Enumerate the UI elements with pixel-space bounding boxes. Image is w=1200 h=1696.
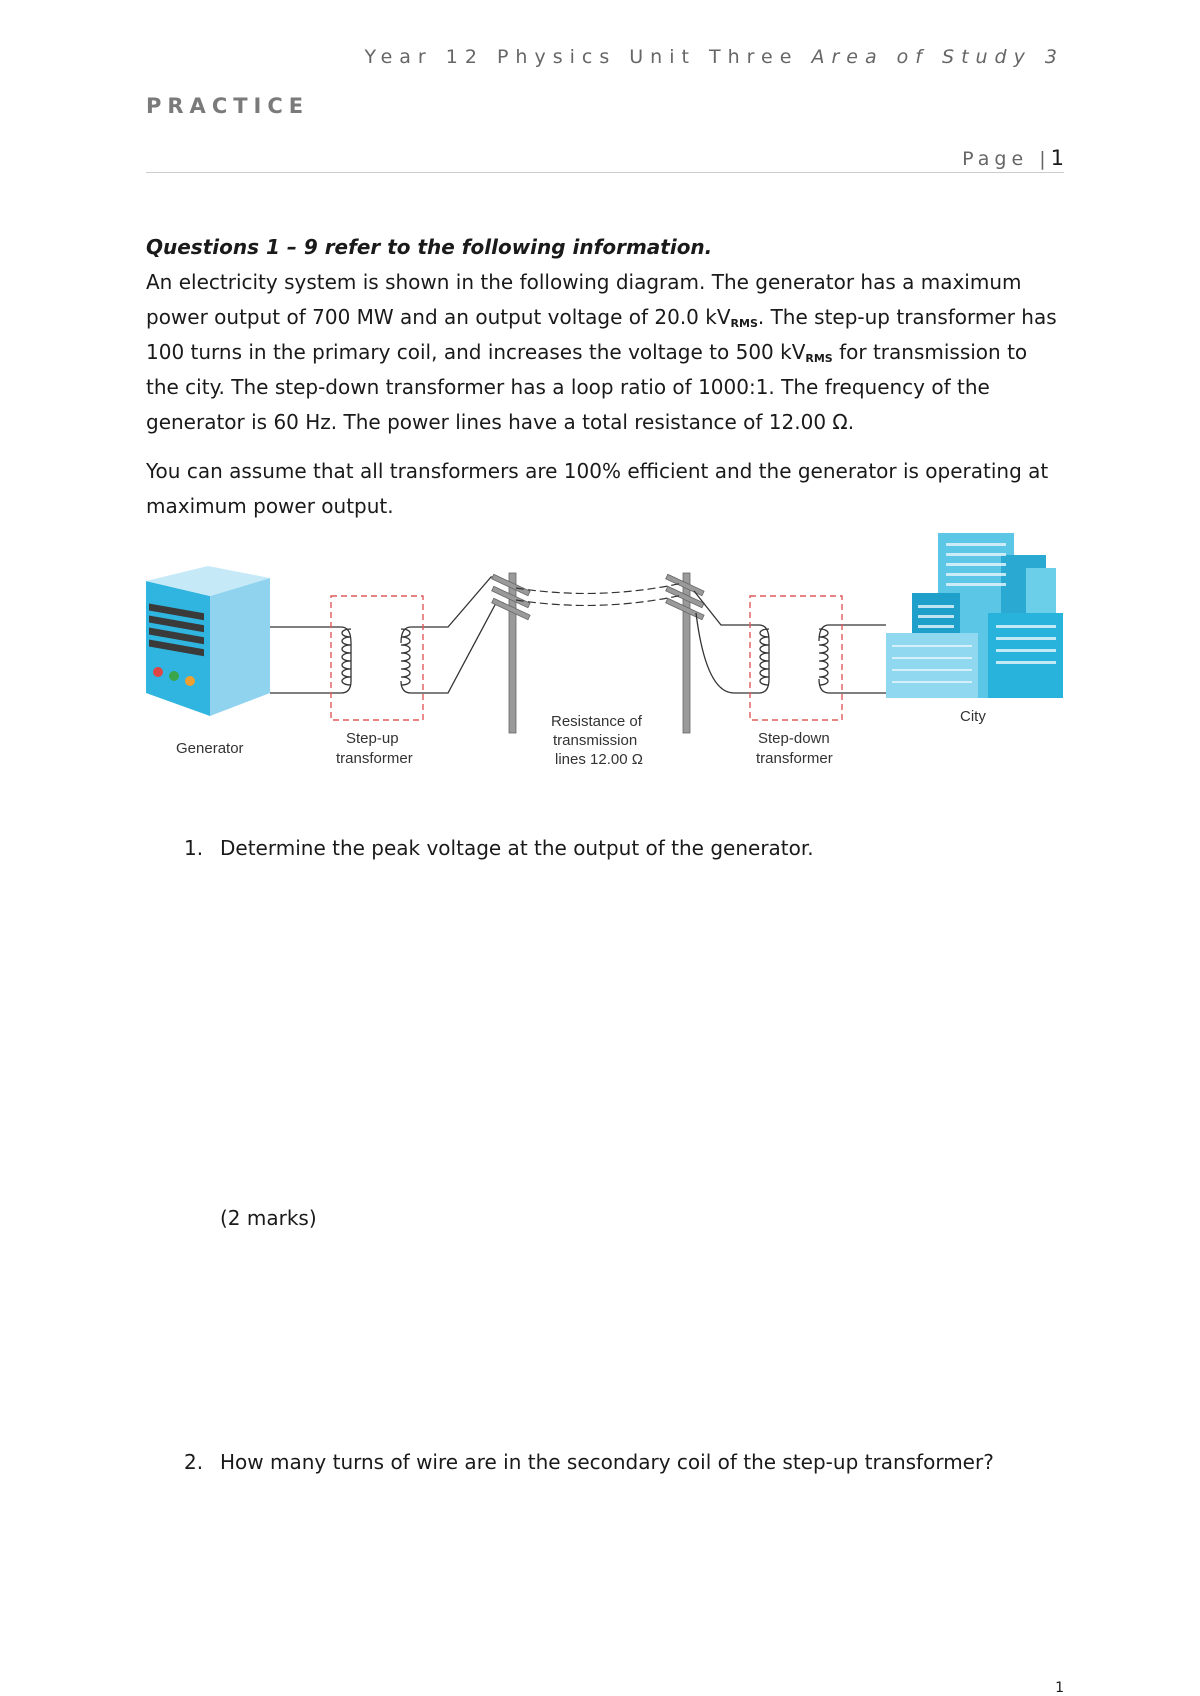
question-1-number: 1. — [184, 836, 204, 860]
questions-heading: Questions 1 – 9 refer to the following information. — [146, 235, 713, 259]
rms-subscript-2: RMS — [805, 352, 833, 365]
question-2-text: How many turns of wire are in the secondary coil of the step-up transformer? — [220, 1450, 994, 1474]
resistance-label-line1: Resistance of — [551, 713, 642, 730]
generator-icon — [146, 566, 270, 716]
intro-text-b: . The step-up transformer has 100 turns in the primary coil, and increases the voltage to 500 kV — [146, 305, 1057, 364]
question-1 — [184, 836, 814, 860]
transmission-lines — [516, 583, 683, 605]
intro-paragraph-1 — [146, 265, 1064, 440]
power-pole-left-icon — [492, 573, 530, 733]
course-header — [364, 46, 1064, 68]
page-number: 1 — [1050, 146, 1064, 170]
stepdown-label-line2: transformer — [756, 750, 833, 767]
question-1-text: Determine the peak voltage at the output of the generator. — [220, 836, 814, 860]
rms-subscript-1: RMS — [730, 317, 758, 330]
page-label: Page | — [962, 148, 1051, 170]
question-1-marks: (2 marks) — [220, 1206, 317, 1230]
course-area: Area of Study 3 — [811, 46, 1064, 68]
question-2-number: 2. — [184, 1450, 204, 1474]
stepup-coils-icon — [342, 629, 410, 685]
city-label: City — [960, 708, 986, 725]
resistance-label-line2: transmission — [553, 732, 638, 749]
generator-label: Generator — [176, 740, 244, 757]
stepup-label-line2: transformer — [336, 750, 413, 767]
header-divider — [146, 172, 1064, 173]
intro-paragraph-2: You can assume that all transformers are 100% efficient and the generator is operating at maximum power output. — [146, 459, 1049, 518]
stepdown-coils-icon — [760, 629, 828, 685]
resistance-label-line3: lines 12.00 Ω — [555, 751, 643, 768]
stepup-label-line1: Step-up — [346, 730, 399, 747]
course-title: Year 12 Physics Unit Three — [364, 46, 799, 68]
page-indicator — [962, 146, 1064, 170]
intro-block — [146, 230, 1064, 538]
city-icon — [886, 533, 1063, 698]
stepdown-label-line1: Step-down — [758, 730, 830, 747]
intro-text-a: An electricity system is shown in the following diagram. The generator has a maximum power output of 700 MW and an output voltage of 20.0 kV — [146, 270, 1022, 329]
footer-page-number: 1 — [1055, 1680, 1064, 1696]
electricity-system-diagram — [146, 533, 1064, 778]
question-2 — [184, 1450, 994, 1474]
intro-text-c: for transmission to the city. The step-down transformer has a loop ratio of 1000:1. The frequency of the generator is 60 Hz. The power lines have a total resistance of 12.00 Ω. — [146, 340, 1028, 434]
section-title: PRACTICE — [146, 94, 310, 118]
